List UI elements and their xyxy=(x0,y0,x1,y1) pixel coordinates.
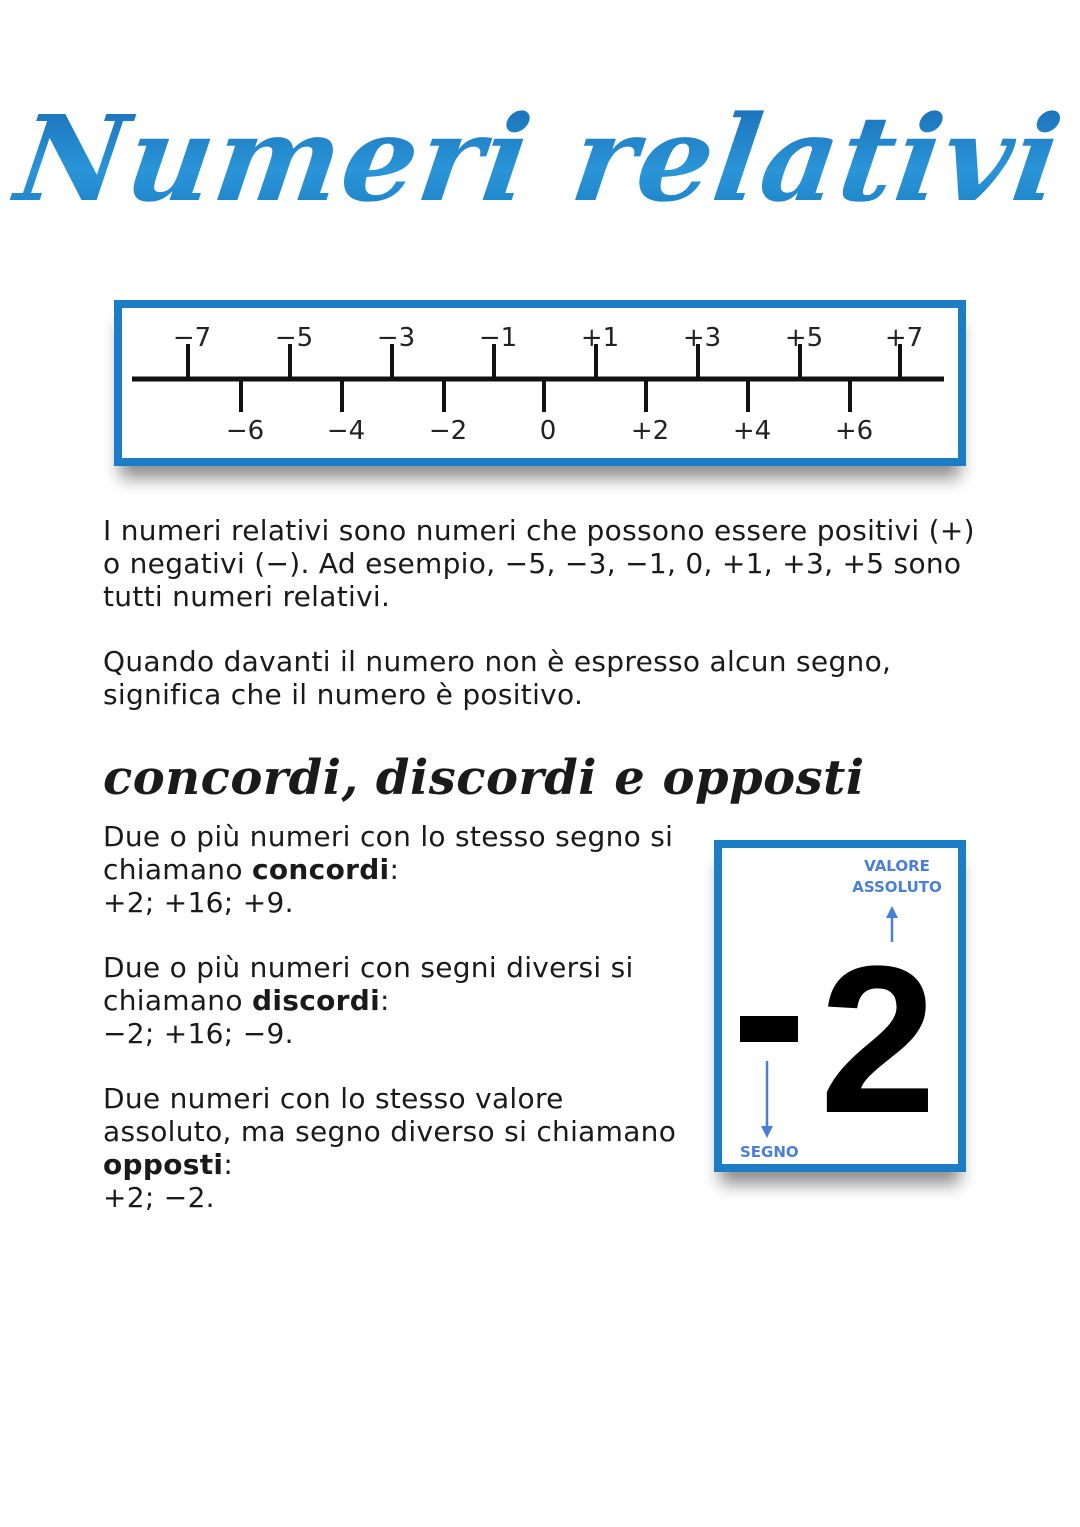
tick-label-bottom: 0 xyxy=(539,416,557,446)
tick-label-top: −3 xyxy=(376,323,416,353)
definition-discordi xyxy=(103,951,703,1050)
tick-label-top: +3 xyxy=(682,323,722,353)
tick-label-bottom: +6 xyxy=(834,416,874,446)
tick-label-bottom: −2 xyxy=(428,416,468,446)
tick-label-bottom: −6 xyxy=(225,416,265,446)
sign-arrowhead-icon xyxy=(761,1126,773,1138)
definition-concordi xyxy=(103,820,703,919)
tick-label-top: −5 xyxy=(274,323,314,353)
value-label-line2: ASSOLUTO xyxy=(852,878,942,896)
value-label xyxy=(842,856,952,898)
big-digit: 2 xyxy=(819,922,937,1157)
tick-label-top: −1 xyxy=(478,323,518,353)
intro-paragraph-2: Quando davanti il numero non è espresso alcun segno, significa che il numero è positivo. xyxy=(103,645,892,711)
page-title: Numeri relativi xyxy=(0,100,1080,218)
tick-label-top: +5 xyxy=(784,323,824,353)
definition-colon: : xyxy=(389,853,400,886)
tick-label-top: +1 xyxy=(580,323,620,353)
definition-example: −2; +16; −9. xyxy=(103,1017,294,1050)
value-arrowhead-icon xyxy=(886,906,898,918)
value-label-line1: VALORE xyxy=(864,857,930,875)
definition-example: +2; +16; +9. xyxy=(103,886,294,919)
minus-sign-icon xyxy=(740,1016,798,1042)
tick-label-bottom: +2 xyxy=(630,416,670,446)
tick-label-bottom: −4 xyxy=(326,416,366,446)
number-line-svg xyxy=(122,308,958,458)
definition-text: Due o più numeri con segni diversi si chiamano xyxy=(103,951,634,1017)
definition-colon: : xyxy=(380,984,390,1017)
definition-colon: : xyxy=(223,1148,234,1181)
definition-text: Due numeri con lo stesso valore assoluto, ma segno diverso si chiamano xyxy=(103,1082,677,1148)
definition-text: Due o più numeri con lo stesso segno si chiamano xyxy=(103,820,674,886)
tick-label-top: +7 xyxy=(884,323,924,353)
number-line-figure xyxy=(114,300,966,466)
definition-term: discordi xyxy=(252,984,380,1017)
tick-label-top: −7 xyxy=(172,323,212,353)
definition-term: opposti xyxy=(103,1148,224,1181)
definition-opposti xyxy=(103,1082,683,1214)
definition-term: concordi xyxy=(252,853,390,886)
absolute-value-card xyxy=(714,840,966,1172)
sign-label: SEGNO xyxy=(740,1143,799,1161)
tick-label-bottom: +4 xyxy=(732,416,772,446)
section-title: concordi, discordi e opposti xyxy=(103,750,865,806)
definition-example: +2; −2. xyxy=(103,1181,215,1214)
intro-paragraph-1: I numeri relativi sono numeri che possono essere positivi (+) o negativi (−). Ad esempio, −5, −3, −1, 0, +1, +3, +5 sono tutti numeri relativi. xyxy=(103,514,975,613)
